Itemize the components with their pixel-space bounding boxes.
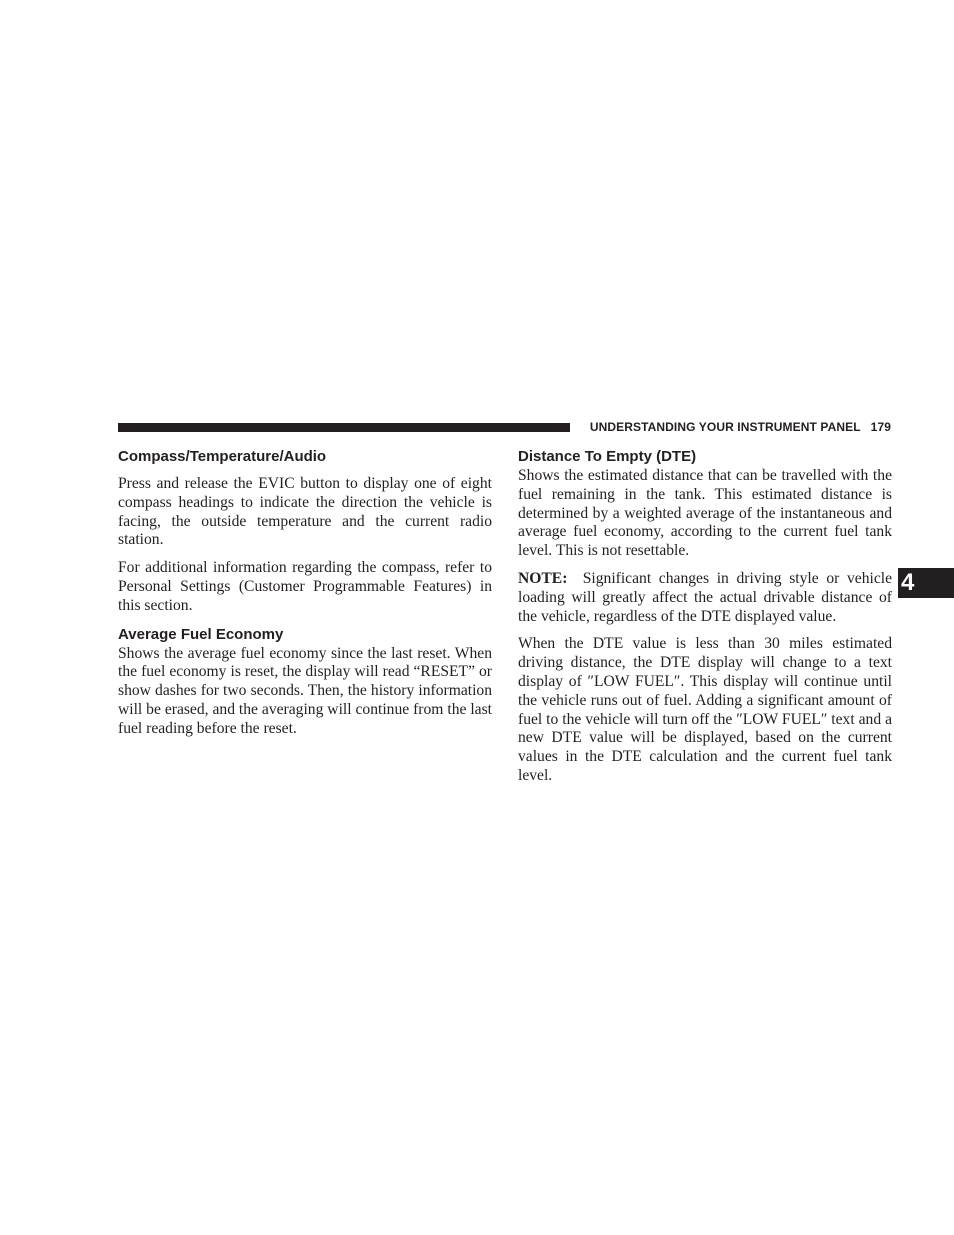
paragraph-dte-low-fuel: When the DTE value is less than 30 miles estimated driving distance, the DTE display will change to a text display of ″LOW FUEL″. This display will continue until the vehicle runs out of fuel. Adding a significant amount of fuel to the vehicle will turn off the ″LOW FUEL″ text and a new DTE value will be displayed, based on the current values in the DTE calculation and the current fuel tank level. [518, 635, 892, 784]
note-label: NOTE: [518, 569, 568, 587]
section-title: UNDERSTANDING YOUR INSTRUMENT PANEL [589, 420, 861, 434]
left-column [118, 447, 492, 739]
note-paragraph [518, 570, 892, 626]
paragraph-average-fuel-economy: Shows the average fuel economy since the last reset. When the fuel economy is reset, the display will read “RESET” or show dashes for two seconds. Then, the history information will be erased, and the averaging will continue from the last fuel reading before the reset. [118, 644, 492, 737]
note-text: Significant changes in driving style or vehicle loading will greatly affect the actual drivable distance of the vehicle, regardless of the DTE displayed value. [518, 569, 892, 625]
heading-average-fuel-economy: Average Fuel Economy [118, 625, 284, 643]
paragraph-compass: Press and release the EVIC button to display one of eight compass headings to indicate the direction the vehicle is facing, the outside temperature and the current radio station. [118, 475, 492, 549]
heading-compass-temperature-audio: Compass/Temperature/Audio [118, 448, 327, 465]
chapter-number: 4 [901, 569, 915, 596]
page-number: 179 [870, 420, 891, 434]
paragraph-dte: Shows the estimated distance that can be travelled with the fuel remaining in the tank. This estimated distance is determined by a weighted average of the instantaneous and average fuel economy, according to the current fuel tank level. This is not resettable. [518, 467, 892, 560]
right-column [518, 447, 892, 786]
chapter-tab [898, 568, 954, 598]
header-rule [118, 423, 570, 432]
running-header [590, 420, 891, 434]
heading-distance-to-empty: Distance To Empty (DTE) [518, 448, 697, 465]
paragraph-compass-reference: For additional information regarding the compass, refer to Personal Settings (Customer Programmable Features) in this section. [118, 559, 492, 614]
